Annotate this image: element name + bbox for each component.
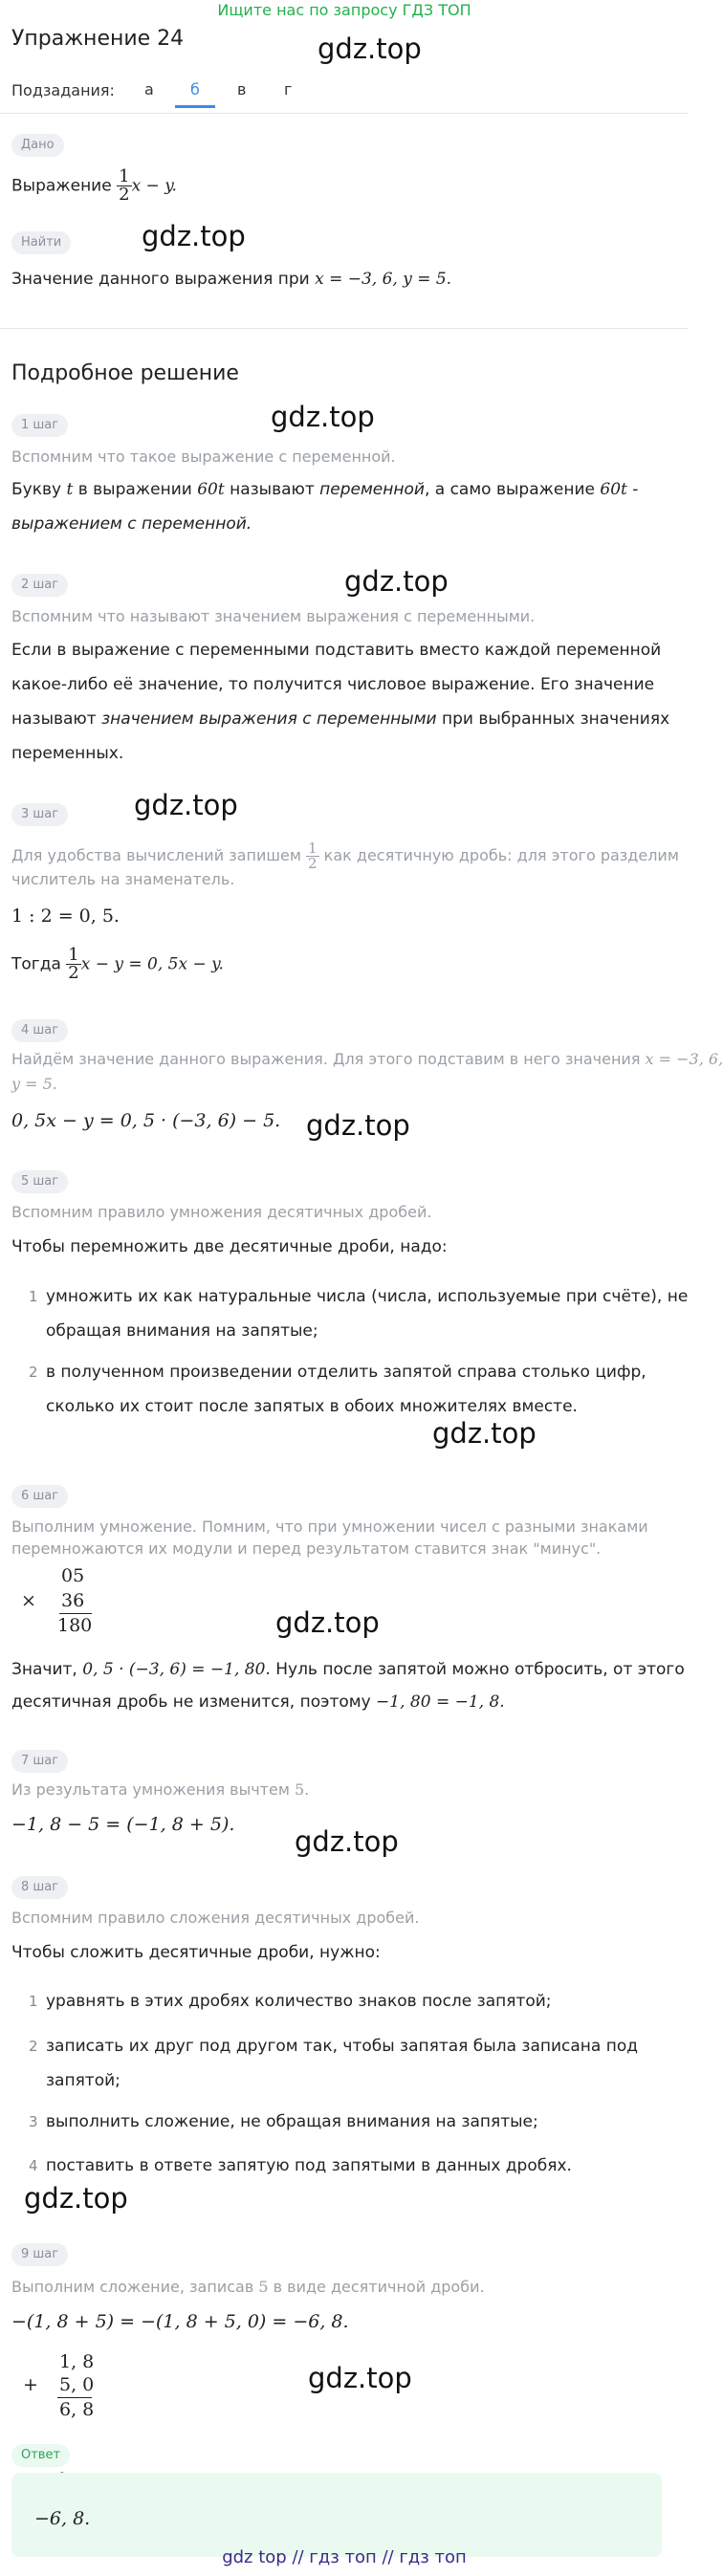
list-item: умножить их как натуральные числа (числа, используемые при счёте), не <box>46 1287 689 1306</box>
tab-b[interactable]: б <box>190 80 200 98</box>
divider <box>0 113 689 114</box>
step-2-text: какое-либо её значение, то получится числовое выражение. Его значение <box>11 675 655 694</box>
watermark: gdz.top <box>344 565 449 598</box>
list-item: запятой; <box>46 2071 120 2090</box>
step-6-text: Значит, 0, 5 · (−3, 6) = −1, 80. Нуль после запятой можно отбросить, от этого <box>11 1660 685 1679</box>
footer-links[interactable]: gdz top // гдз топ // гдз топ <box>222 2547 467 2567</box>
step-3-eq: 1 : 2 = 0, 5. <box>11 906 120 927</box>
column-row: 1, 8 <box>59 2351 95 2372</box>
column-row: 36 <box>61 1590 85 1611</box>
watermark: gdz.top <box>318 33 422 65</box>
step-1-badge: 1 шаг <box>11 414 68 437</box>
step-6-hint: перемножаются их модули и перед результатом ставится знак "минус". <box>11 1539 602 1558</box>
step-4-hint: y = 5. <box>11 1075 57 1093</box>
step-6-text: десятичная дробь не изменится, поэтому −1, 80 = −1, 8. <box>11 1692 505 1712</box>
list-item-number: 2 <box>29 1364 38 1381</box>
step-4-hint: Найдём значение данного выражения. Для этого подставим в него значения x = −3, 6, <box>11 1050 723 1068</box>
watermark: gdz.top <box>271 401 375 433</box>
step-3-hint: Для удобства вычислений запишем $\frac{1}{2}$ как десятичную дробь: для этого разделим <box>11 840 679 872</box>
list-item: выполнить сложение, не обращая внимания на запятые; <box>46 2112 538 2131</box>
column-row: 6, 8 <box>59 2399 95 2420</box>
list-item: записать их друг под другом так, чтобы запятая была записана под <box>46 2037 638 2056</box>
divider <box>0 328 689 329</box>
list-item: уравнять в этих дробях количество знаков после запятой; <box>46 1992 552 2011</box>
tab-v[interactable]: в <box>237 80 247 98</box>
step-5-intro: Чтобы перемножить две десятичные дроби, надо: <box>11 1237 448 1256</box>
tab-g[interactable]: г <box>284 80 293 98</box>
step-3-badge: 3 шаг <box>11 803 68 826</box>
step-3-eq: Тогда $\frac{1}{2}$ x − y = 0, 5x − y. <box>11 945 224 983</box>
solution-title: Подробное решение <box>11 361 239 385</box>
step-2-badge: 2 шаг <box>11 574 68 597</box>
watermark: gdz.top <box>142 220 246 252</box>
list-item-number: 2 <box>29 2038 38 2055</box>
step-1-text: Букву t в выражении 60t называют переменной, а само выражение 60t - <box>11 480 639 499</box>
step-9-badge: 9 шаг <box>11 2243 68 2266</box>
given-badge: Дано <box>11 134 64 157</box>
step-2-text: Если в выражение с переменными подставить вместо каждой переменной <box>11 641 662 660</box>
list-item-number: 1 <box>29 1288 38 1305</box>
answer-badge: Ответ <box>11 2444 70 2467</box>
find-badge: Найти <box>11 231 71 254</box>
column-operator: × <box>21 1590 36 1611</box>
step-4-badge: 4 шаг <box>11 1019 68 1042</box>
step-2-text: называют значением выражения с переменными при выбранных значениях <box>11 709 670 729</box>
watermark: gdz.top <box>275 1606 380 1639</box>
step-7-eq: −1, 8 − 5 = (−1, 8 + 5). <box>11 1814 235 1835</box>
step-8-hint: Вспомним правило сложения десятичных дробей. <box>11 1909 420 1927</box>
tab-a[interactable]: а <box>144 80 154 98</box>
step-2-text: переменных. <box>11 744 124 763</box>
step-8-intro: Чтобы сложить десятичные дроби, нужно: <box>11 1943 381 1962</box>
watermark: gdz.top <box>295 1825 399 1858</box>
watermark: gdz.top <box>432 1417 537 1450</box>
answer-value: −6, 8. <box>34 2508 91 2529</box>
given-text: Выражение $\frac{1}{2}$ x − y. <box>11 166 177 205</box>
step-4-eq: 0, 5x − y = 0, 5 · (−3, 6) − 5. <box>11 1110 281 1131</box>
step-6-hint: Выполним умножение. Помним, что при умножении чисел с разными знаками <box>11 1517 648 1536</box>
step-7-badge: 7 шаг <box>11 1750 68 1773</box>
watermark: gdz.top <box>24 2182 128 2215</box>
list-item: обращая внимания на запятые; <box>46 1321 318 1341</box>
column-operator: + <box>23 2374 38 2395</box>
column-row: 180 <box>57 1615 93 1636</box>
step-5-badge: 5 шаг <box>11 1170 68 1193</box>
list-item: поставить в ответе запятую под запятыми в данных дробях. <box>46 2156 572 2175</box>
active-tab-indicator <box>175 105 215 108</box>
step-2-hint: Вспомним что называют значением выражения с переменными. <box>11 607 536 625</box>
step-1-hint: Вспомним что такое выражение с переменной. <box>11 448 396 466</box>
list-item-number: 1 <box>29 1993 38 2010</box>
watermark: gdz.top <box>134 789 238 821</box>
step-7-hint: Из результата умножения вычтем 5. <box>11 1780 310 1799</box>
page-title: Упражнение 24 <box>11 27 185 51</box>
list-item: сколько их стоит после запятых в обоих множителях вместе. <box>46 1397 578 1416</box>
step-3-hint: числитель на знаменатель. <box>11 870 235 888</box>
watermark: gdz.top <box>308 2362 412 2394</box>
subtasks-label: Подзадания: <box>11 81 115 99</box>
column-row: 05 <box>61 1565 85 1586</box>
step-9-hint: Выполним сложение, записав 5 в виде десятичной дроби. <box>11 2278 485 2296</box>
step-9-eq: −(1, 8 + 5) = −(1, 8 + 5, 0) = −6, 8. <box>11 2311 349 2332</box>
list-item-number: 3 <box>29 2113 38 2130</box>
answer-box <box>11 2473 662 2557</box>
step-8-badge: 8 шаг <box>11 1876 68 1899</box>
watermark: gdz.top <box>306 1109 410 1142</box>
step-5-hint: Вспомним правило умножения десятичных дробей. <box>11 1203 432 1221</box>
list-item: в полученном произведении отделить запятой справа столько цифр, <box>46 1363 646 1382</box>
promo-banner[interactable]: Ищите нас по запросу ГДЗ ТОП <box>217 1 471 19</box>
column-row: 5, 0 <box>59 2374 95 2395</box>
step-1-text-2: выражением с переменной. <box>11 514 252 534</box>
step-6-badge: 6 шаг <box>11 1485 68 1508</box>
list-item-number: 4 <box>29 2157 38 2174</box>
find-text: Значение данного выражения при x = −3, 6, y = 5. <box>11 270 452 289</box>
